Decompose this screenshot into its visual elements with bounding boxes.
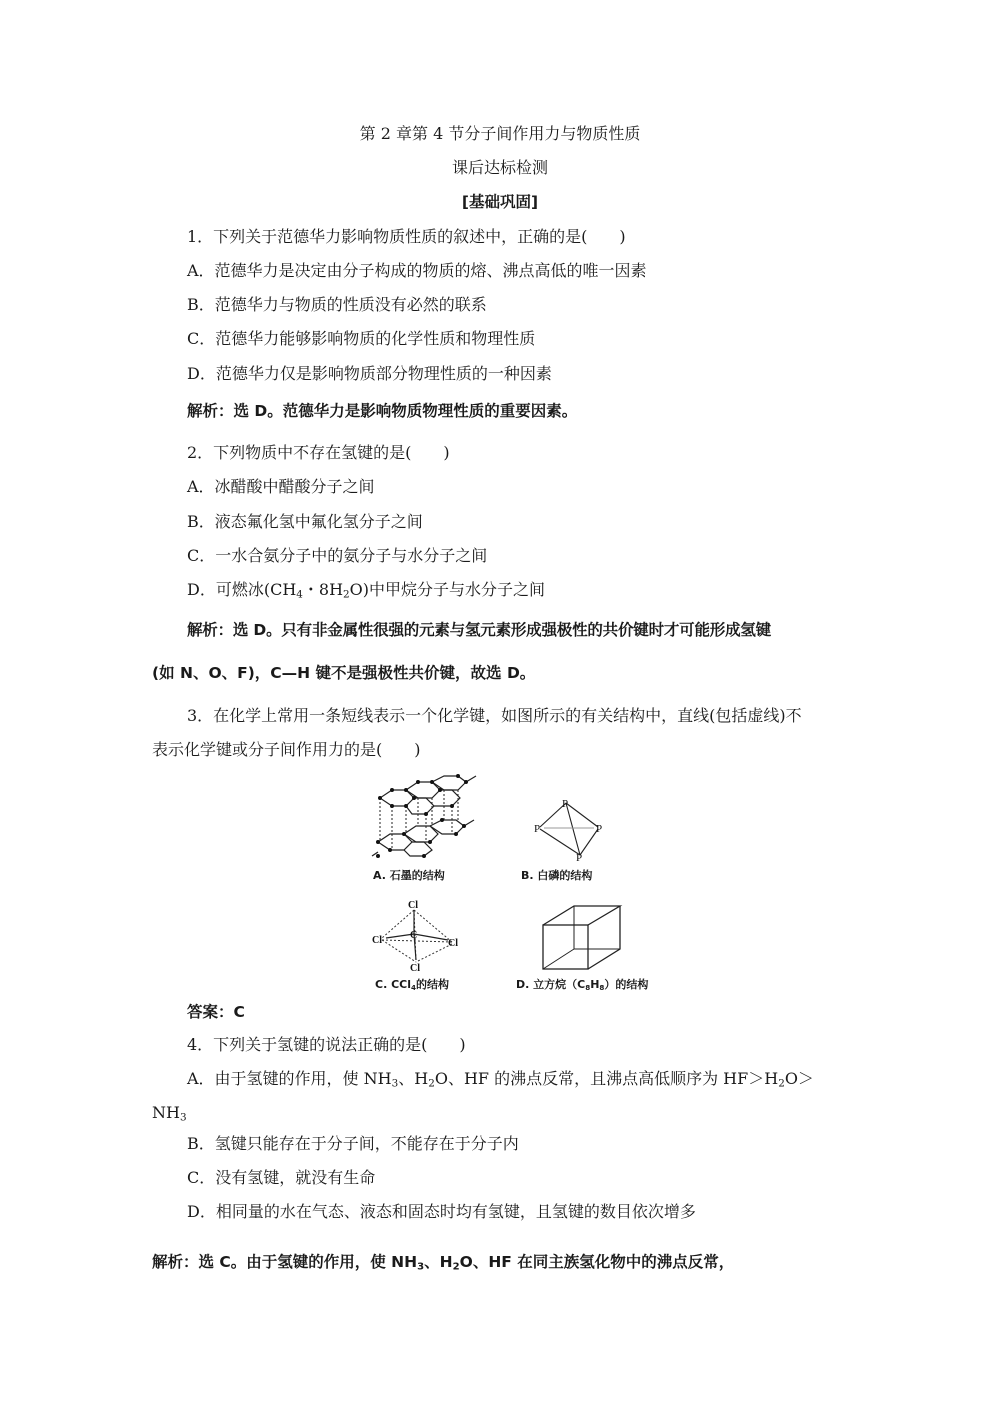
text-segment: O＞: [784, 1069, 814, 1088]
ccl4-structure-figure: [372, 898, 462, 976]
text-segment: C. CCl: [375, 978, 411, 991]
subscript: 4: [296, 588, 303, 601]
text-segment: 、H: [424, 1253, 453, 1271]
question-1-option-b: B．范德华力与物质的性质没有必然的联系: [187, 295, 487, 314]
figure-c-caption: [375, 976, 449, 992]
atom-label-c: C: [410, 930, 418, 941]
atom-label-p: P: [596, 823, 603, 835]
question-1-option-a: A．范德华力是决定由分子构成的物质的熔、沸点高低的唯一因素: [187, 261, 647, 280]
subscript: 2: [778, 1077, 785, 1090]
atom-label-p: P: [576, 852, 583, 863]
subscript: 3: [391, 1077, 399, 1090]
subscript: 2: [452, 1261, 460, 1273]
question-4-option-a-wrap: [152, 1103, 187, 1123]
atom-label-p: P: [534, 823, 541, 835]
graphite-structure-figure: [368, 772, 480, 862]
question-2-option-d: [187, 580, 545, 600]
question-1-option-d: D．范德华力仅是影响物质部分物理性质的一种因素: [187, 364, 552, 383]
document-title: 第 2 章第 4 节分子间作用力与物质性质: [359, 124, 641, 143]
question-2-option-a: A．冰醋酸中醋酸分子之间: [187, 477, 375, 496]
text-segment: O、HF 在同主族氢化物中的沸点反常，: [459, 1253, 735, 1271]
atom-label-cl: Cl: [408, 900, 418, 911]
text-segment: 的结构: [415, 978, 449, 991]
figure-b-caption: B. 白磷的结构: [521, 869, 593, 882]
text-segment: ）的结构: [604, 978, 649, 991]
subscript: 3: [179, 1111, 187, 1124]
atom-label-cl: Cl: [410, 963, 420, 974]
atom-label-p: P: [562, 798, 569, 810]
text-segment: ・8H: [302, 580, 344, 599]
question-4-option-a: [187, 1069, 814, 1089]
question-2-option-c: C．一水合氨分子中的氨分子与水分子之间: [187, 546, 488, 565]
question-2-stem: 2．下列物质中不存在氢键的是( ): [187, 443, 450, 462]
text-segment: O、HF 的沸点反常，且沸点高低顺序为 HF＞H: [434, 1069, 779, 1088]
figure-d-caption: [516, 976, 648, 992]
question-2-option-b: B．液态氟化氢中氟化氢分子之间: [187, 512, 423, 531]
question-1-stem: 1．下列关于范德华力影响物质性质的叙述中，正确的是( ): [187, 227, 626, 246]
text-segment: NH: [152, 1103, 180, 1122]
subscript: 4: [411, 982, 416, 992]
document-subtitle: 课后达标检测: [451, 158, 548, 177]
text-segment: H: [590, 978, 600, 991]
question-2-analysis-line2: (如 N、O、F)，C—H 键不是强极性共价键，故选 D。: [152, 664, 536, 682]
subscript: 8: [585, 982, 591, 992]
question-4-option-c: C．没有氢键，就没有生命: [187, 1168, 376, 1187]
question-1-option-c: C．范德华力能够影响物质的化学性质和物理性质: [187, 329, 536, 348]
question-3-stem-line1: 3．在化学上常用一条短线表示一个化学键，如图所示的有关结构中，直线(包括虚线)不: [187, 706, 802, 725]
question-4-analysis: [152, 1252, 734, 1272]
text-segment: 解析：选 C。由于氢键的作用，使 NH: [152, 1253, 418, 1271]
cubane-structure-figure: [540, 903, 630, 973]
question-1-analysis: 解析：选 D。范德华力是影响物质物理性质的重要因素。: [187, 402, 578, 420]
question-3-stem-line2: 表示化学键或分子间作用力的是( ): [152, 740, 421, 759]
text-segment: O)中甲烷分子与水分子之间: [349, 580, 546, 599]
subscript: 3: [417, 1261, 425, 1273]
text-segment: A．由于氢键的作用，使 NH: [187, 1069, 392, 1088]
atom-label-cl: Cl: [372, 935, 382, 946]
subscript: 2: [343, 588, 350, 601]
white-phosphorus-structure-figure: [530, 797, 610, 863]
subscript: 2: [428, 1077, 435, 1090]
subscript: 8: [599, 982, 605, 992]
section-heading: [基础巩固]: [461, 193, 539, 211]
text-segment: 、H: [398, 1069, 429, 1088]
figure-a-caption: A. 石墨的结构: [373, 869, 445, 882]
text-segment: D. 立方烷（C: [516, 978, 586, 991]
question-3-answer: 答案：C: [187, 1003, 245, 1021]
atom-label-cl: Cl: [448, 938, 458, 949]
question-4-option-d: D．相同量的水在气态、液态和固态时均有氢键，且氢键的数目依次增多: [187, 1202, 696, 1221]
question-4-stem: 4．下列关于氢键的说法正确的是( ): [187, 1035, 466, 1054]
question-2-analysis-line1: 解析：选 D。只有非金属性很强的元素与氢元素形成强极性的共价键时才可能形成氢键: [187, 621, 771, 639]
text-segment: D．可燃冰(CH: [187, 580, 297, 599]
question-4-option-b: B．氢键只能存在于分子间，不能存在于分子内: [187, 1134, 519, 1153]
